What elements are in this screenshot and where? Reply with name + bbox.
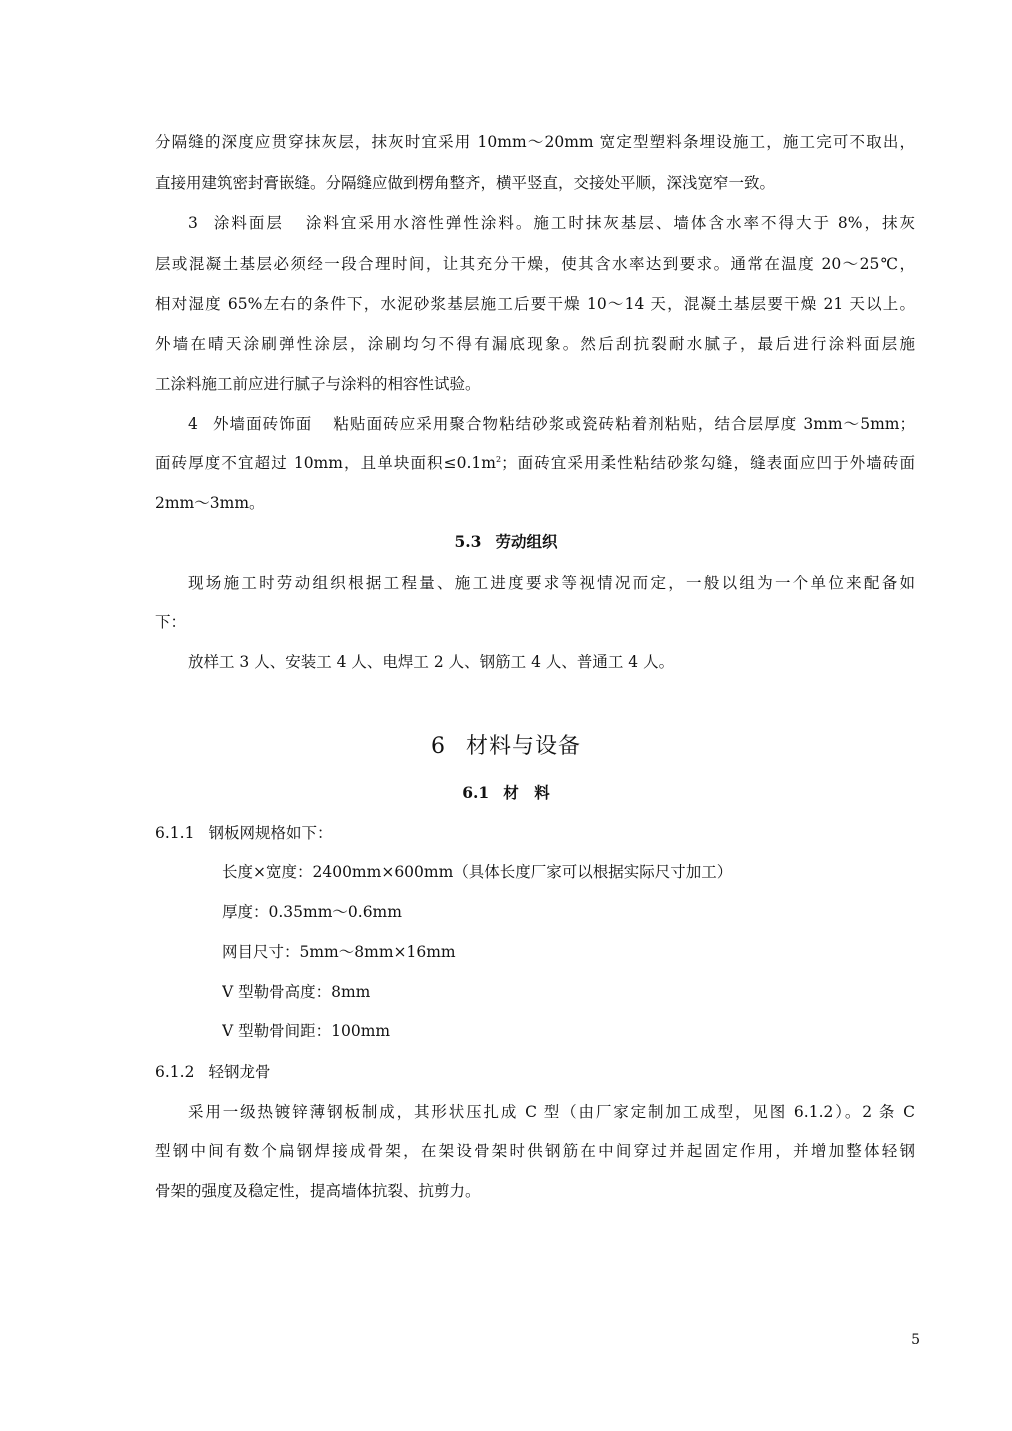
item-text: 粘贴面砖应采用聚合物粘结砂浆或瓷砖粘着剂粘贴，结合层厚度 3mm～5mm； bbox=[332, 415, 915, 433]
subsection-title: 轻钢龙骨 bbox=[208, 1063, 271, 1081]
item-number: 4 bbox=[188, 415, 198, 433]
section-title: 材 料 bbox=[503, 783, 550, 802]
chapter-number: 6 bbox=[430, 734, 446, 759]
paragraph-line: 骨架的强度及稳定性，提高墙体抗裂、抗剪力。 bbox=[155, 1182, 481, 1200]
subsection-6-1-2 bbox=[155, 1061, 915, 1083]
item-text: 涂料宜采用水溶性弹性涂料。施工时抹灰基层、墙体含水率不得大于 8%，抹灰 bbox=[303, 214, 915, 232]
subsection-6-1-1 bbox=[155, 822, 915, 844]
paragraph-line: 直接用建筑密封膏嵌缝。分隔缝应做到楞角整齐，横平竖直，交接处平顺，深浅宽窄一致。 bbox=[155, 174, 776, 192]
subsection-number: 6.1.1 bbox=[155, 824, 195, 842]
paragraph-line: 层或混凝土基层必须经一段合理时间，让其充分干燥，使其含水率达到要求。通常在温度 20～25℃， bbox=[155, 255, 915, 273]
spec-item: V 型勒骨间距：100mm bbox=[222, 1022, 391, 1040]
paragraph-line: 工涂料施工前应进行腻子与涂料的相容性试验。 bbox=[155, 375, 481, 393]
section-number: 6.1 bbox=[462, 783, 490, 802]
spec-item: 厚度：0.35mm～0.6mm bbox=[222, 903, 402, 921]
text-segment: ；面砖宜采用柔性粘结砂浆勾缝，缝表面应凹于外墙砖面 bbox=[501, 454, 915, 472]
subsection-title: 钢板网规格如下： bbox=[208, 824, 333, 842]
section-heading-5-3 bbox=[0, 531, 1012, 553]
paragraph-line: 外墙在晴天涂刷弹性涂层，涂刷均匀不得有漏底现象。然后刮抗裂耐水腻子，最后进行涂料面层施 bbox=[155, 335, 915, 353]
section-title: 劳动组织 bbox=[495, 532, 558, 551]
paragraph-line: 2mm～3mm。 bbox=[155, 494, 265, 512]
section-number: 5.3 bbox=[454, 532, 482, 551]
item-number: 3 bbox=[188, 214, 198, 232]
page-number: 5 bbox=[911, 1332, 920, 1348]
paragraph-line: 相对湿度 65%左右的条件下，水泥砂浆基层施工后要干燥 10～14 天，混凝土基层要干燥 21 天以上。 bbox=[155, 295, 915, 313]
spec-item: V 型勒骨高度：8mm bbox=[222, 983, 371, 1001]
paragraph-line bbox=[155, 452, 915, 474]
item-3-line bbox=[188, 212, 915, 234]
subsection-number: 6.1.2 bbox=[155, 1063, 195, 1081]
paragraph-line: 现场施工时劳动组织根据工程量、施工进度要求等视情况而定，一般以组为一个单位来配备如 bbox=[188, 574, 915, 592]
item-title: 外墙面砖饰面 bbox=[211, 415, 313, 433]
item-4-line bbox=[188, 413, 915, 435]
text-segment: 面砖厚度不宜超过 10mm，且单块面积≤0.1m bbox=[155, 454, 496, 472]
paragraph-line: 型钢中间有数个扁钢焊接成骨架，在架设骨架时供钢筋在中间穿过并起固定作用，并增加整体轻钢 bbox=[155, 1142, 915, 1160]
spec-item: 长度×宽度：2400mm×600mm（具体长度厂家可以根据实际尺寸加工） bbox=[222, 863, 733, 881]
item-title: 涂料面层 bbox=[211, 214, 284, 232]
chapter-heading-6 bbox=[0, 732, 1012, 762]
superscript: 2 bbox=[495, 455, 502, 464]
spec-item: 网目尺寸：5mm～8mm×16mm bbox=[222, 943, 456, 961]
paragraph-line: 下： bbox=[155, 613, 187, 631]
section-heading-6-1 bbox=[0, 782, 1012, 804]
paragraph-line: 放样工 3 人、安装工 4 人、电焊工 2 人、钢筋工 4 人、普通工 4 人。 bbox=[188, 653, 675, 671]
chapter-title: 材料与设备 bbox=[465, 734, 581, 759]
paragraph-line: 分隔缝的深度应贯穿抹灰层，抹灰时宜采用 10mm～20mm 宽定型塑料条埋设施工，施工完可不取出， bbox=[155, 133, 915, 151]
paragraph-line: 采用一级热镀锌薄钢板制成，其形状压扎成 C 型（由厂家定制加工成型，见图 6.1.2）。2 条 C bbox=[188, 1103, 915, 1121]
